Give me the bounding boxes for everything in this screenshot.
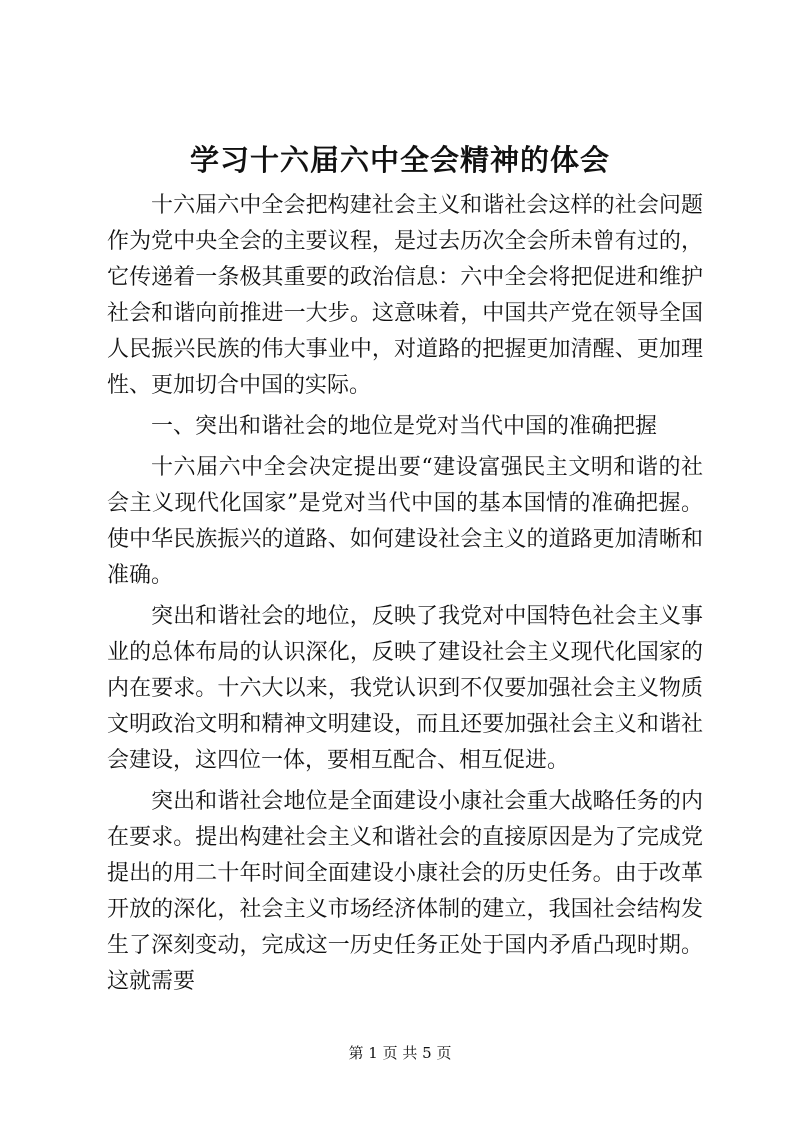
section-heading-1: 一、突出和谐社会的地位是党对当代中国的准确把握 <box>151 414 658 439</box>
document-title: 学习十六届六中全会精神的体会 <box>189 143 610 177</box>
page-footer <box>0 1043 800 1063</box>
document-body <box>107 188 703 1000</box>
paragraph-4: 突出和谐社会地位是全面建设小康社会重大战略任务的内在要求。提出构建社会主义和谐社会的直接原因是为了完成党提出的用二十年时间全面建设小康社会的历史任务。由于改革开放的深化，社会主义市场经济体制的建立，我国社会结构发生了深刻变动，完成这一历史任务正处于国内矛盾凸现时期。这就需要 <box>107 789 703 994</box>
paragraph-intro: 十六届六中全会把构建社会主义和谐社会这样的社会问题作为党中央全会的主要议程，是过去历次全会所未曾有过的，它传递着一条极其重要的政治信息：六中全会将把促进和维护社会和谐向前推进一大步。这意味着，中国共产党在领导全国人民振兴民族的伟大事业中，对道路的把握更加清醒、更加理性、更加切合中国的实际。 <box>107 193 703 398</box>
page-number: 第 1 页 共 5 页 <box>348 1044 452 1062</box>
paragraph-3: 突出和谐社会的地位，反映了我党对中国特色社会主义事业的总体布局的认识深化，反映了建设社会主义现代化国家的内在要求。十六大以来，我党认识到不仅要加强社会主义物质文明政治文明和精神文明建设，而且还要加强社会主义和谐社会建设，这四位一体，要相互配合、相互促进。 <box>107 604 703 773</box>
paragraph-2: 十六届六中全会决定提出要“建设富强民主文明和谐的社会主义现代化国家”是党对当代中国的基本国情的准确把握。使中华民族振兴的道路、如何建设社会主义的道路更加清晰和准确。 <box>107 455 703 588</box>
